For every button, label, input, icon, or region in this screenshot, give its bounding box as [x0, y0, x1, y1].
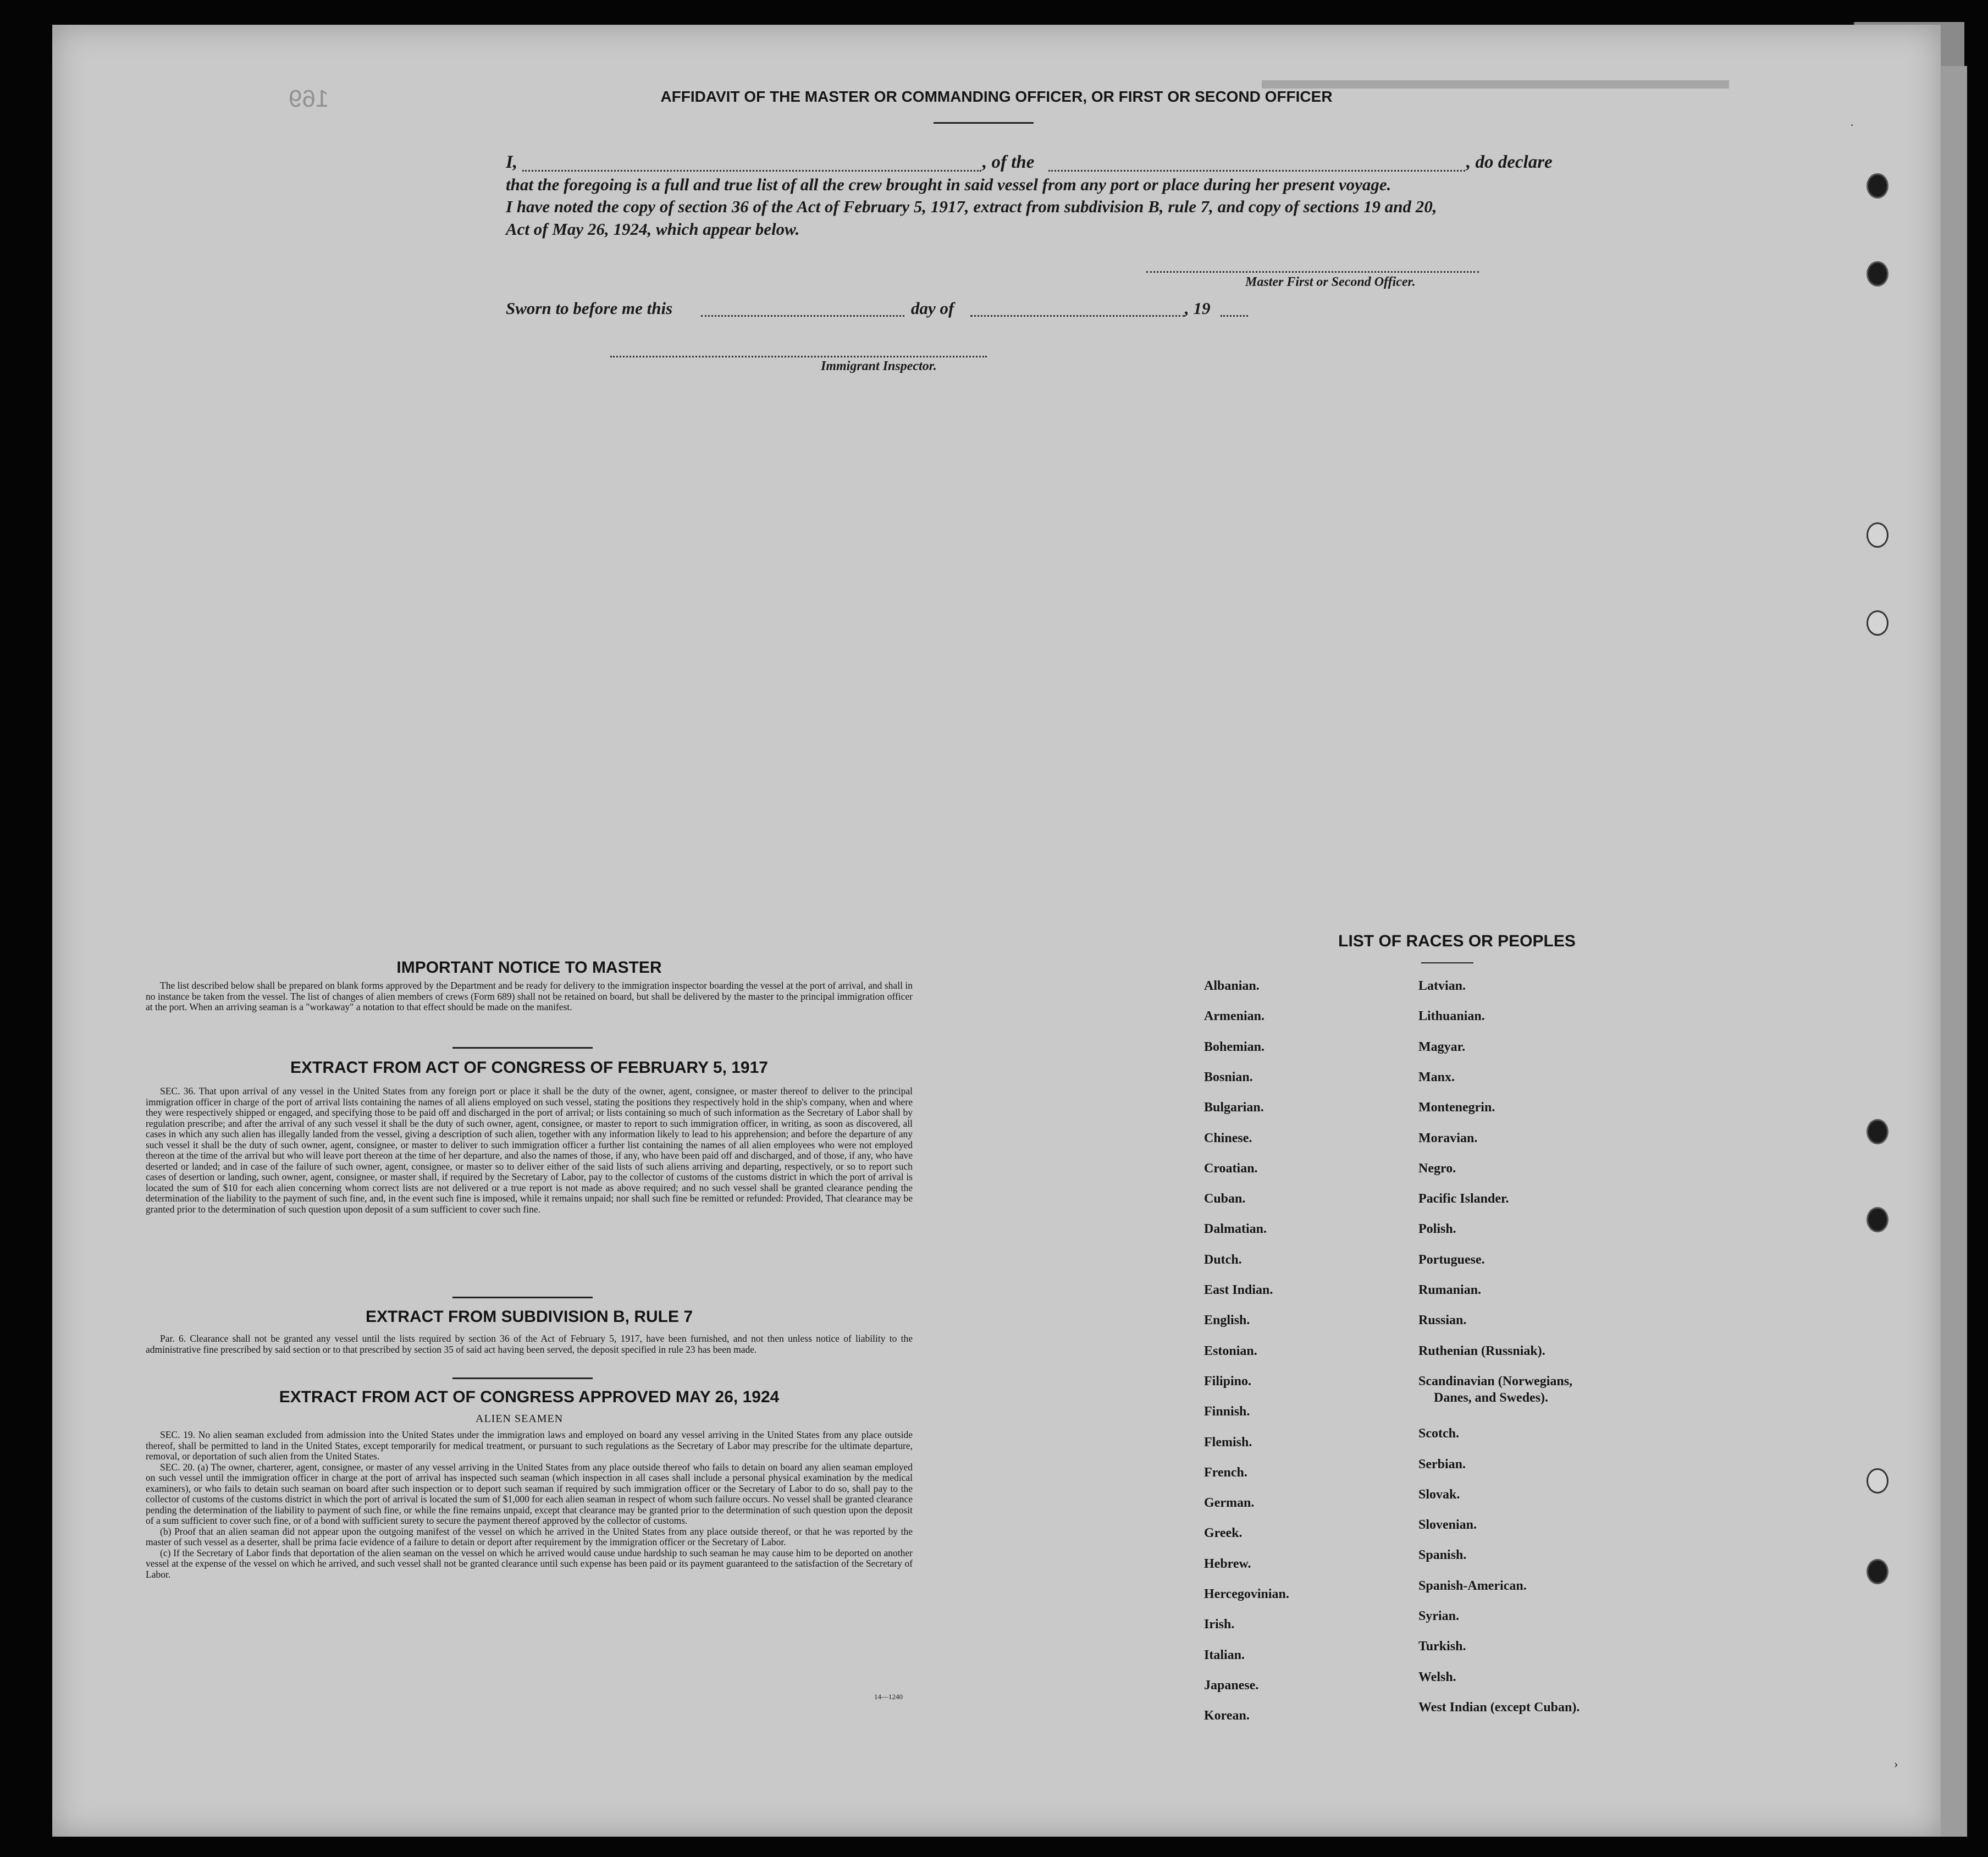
race-item: Turkish. — [1418, 1639, 1466, 1654]
race-item: Italian. — [1204, 1647, 1245, 1662]
race-item: English. — [1204, 1313, 1250, 1328]
race-item: Spanish-American. — [1418, 1578, 1527, 1593]
extract-1917-title: EXTRACT FROM ACT OF CONGRESS OF FEBRUARY 5, 1917 — [290, 1059, 768, 1077]
race-item: Polish. — [1418, 1222, 1456, 1237]
race-item: Cuban. — [1204, 1192, 1246, 1206]
sec-20a-text: SEC. 20. (a) The owner, charterer, agent, consignee, or master of any vessel arriving in the United States from any place outside thereof who fails to detain on board any alien seaman employed on such vessel until the immigration officer in charge at the port of arrival has inspected such seaman (which inspection in all cases shall include a personal physical examination by the medical examiners), or who fails to detain such seaman on board after such inspection or to deport such seaman if required by such immigration officer or the Secretary of Labor to do so, shall pay to the collector of customs of the customs district in which the port of arrival is located the sum of $1,000 for each alien seaman in respect of whom such failure occurs. No vessel shall be granted clearance pending the determination of the liability to payment of such fine, or while the fine remains unpaid, except that clearance may be granted prior to the determination of such question upon the deposit of a sum sufficient to cover such fine, or of a bond with sufficient surety to secure the payment thereof approved by the collector of customs. — [146, 1461, 913, 1526]
race-item: Filipino. — [1204, 1374, 1252, 1388]
race-item: Spanish. — [1418, 1548, 1467, 1563]
bleed-through: ▬▬▬▬▬▬▬▬▬▬▬▬▬▬▬▬▬ — [1262, 64, 1729, 95]
binder-hole-icon — [1866, 610, 1888, 636]
race-item: Rumanian. — [1418, 1283, 1482, 1297]
race-item: Syrian. — [1418, 1609, 1460, 1623]
race-item: Korean. — [1204, 1709, 1250, 1723]
race-item: Armenian. — [1204, 1009, 1264, 1024]
extract-1917-text: SEC. 36. That upon arrival of any vessel in the United States from any foreign port or place it shall be the duty of the owner, agent, consignee, or master thereof to deliver to the principal immigration officer in charge of the port of arrival lists containing the names of all aliens employed on such vessel, stating the positions they respectively hold in the ship's company, when and where they were respectively shipped or engaged, and specifying those to be paid off and discharged in the port of arrival; or lists containing so much of such information as the Secretary of Labor shall by regulation prescribe; and after the arrival of any such vessel it shall be the duty of such owner, agent, consignee, or master to report to such immigration officer, in writing, as soon as discovered, all cases in which any such alien has illegally landed from the vessel, giving a description of such alien, together with any information likely to lead to his apprehension; and before the departure of any such vessel it shall be the duty of such owner, agent, consignee, or master to deliver to such immigration officer a further list containing the names of all alien employees who were not employed thereon at the time of the arrival but who will leave port thereon at the time of her departure, and also the names of those, if any, who have been paid off and discharged, and of those, if any, who have deserted or landed; and in case of the failure of such owner, agent, consignee, or master so to deliver either of the said lists of such aliens arriving and departing, respectively, or so to report such cases of desertion or landing, such owner, agent, consignee, or master shall, if required by the Secretary of Labor, pay to the collector of customs of the customs district in which the port of arrival is located the sum of $10 for each alien concerning whom correct lists are not delivered or a true report is not made as above required; and no such vessel shall be granted clearance pending the determination of the liability to the payment of such fine, and, in the event such fine is imposed, while it remains unpaid; nor shall such fine be remitted or refunded: Provided, That clearance may be granted prior to the determination of such question upon deposit of a sum sufficient to cover such fine. — [146, 1085, 913, 1215]
race-item: Albanian. — [1204, 979, 1260, 993]
inspector-caption: Immigrant Inspector. — [821, 359, 937, 373]
race-item: Estonian. — [1204, 1343, 1257, 1358]
day-of-label: day of — [911, 299, 954, 318]
race-item: Moravian. — [1418, 1131, 1478, 1145]
race-item: Bosnian. — [1204, 1070, 1253, 1084]
paper-mark: · — [1850, 118, 1854, 132]
binder-hole-icon — [1866, 1207, 1888, 1232]
notice-text: The list described below shall be prepared on blank forms approved by the Department and be ready for delivery to the immigration inspector boarding the vessel at the port of arrival, and shall in no instance be taken from the vessel. The list of changes of alien members of crews (Form 689) shall not be retained on board, but shall be delivered by the master to the principal immigration officer at the port. When an arriving seaman is a "workaway" a notation to that effect should be made on the manifest. — [146, 980, 913, 1012]
race-item: West Indian (except Cuban). — [1418, 1700, 1580, 1715]
sec-20c-text: (c) If the Secretary of Labor finds that deportation of the alien seaman on the vessel on which he arrived would cause undue hardship to such seaman he may cause him to be deported on another vessel at the expense of the vessel on which he arrived, and such vessel shall not be granted clearance until such expense has been paid or its payment guaranteed to the satisfaction of the Secretary of Labor. — [146, 1547, 913, 1580]
affidavit-i: I, — [506, 152, 518, 172]
sworn-year-field[interactable] — [1221, 315, 1248, 317]
binder-hole-icon — [1866, 1119, 1888, 1144]
race-item: Japanese. — [1204, 1678, 1259, 1693]
sec-20b-text: (b) Proof that an alien seaman did not appear upon the outgoing manifest of the vessel on which he arrived in the United States from any place outside thereof, or that he was reported by the master of such vessel as a deserter, shall be prima facie evidence of a failure to detain or deport after requirement by the immigration officer or the Secretary of Labor. — [146, 1525, 913, 1547]
race-item: Pacific Islander. — [1418, 1192, 1509, 1206]
affidavit-title-rule — [934, 122, 1034, 124]
master-name-field[interactable] — [522, 170, 981, 172]
race-item: Bohemian. — [1204, 1039, 1265, 1054]
race-item: Lithuanian. — [1418, 1009, 1485, 1024]
race-item: Serbian. — [1418, 1457, 1466, 1472]
race-item: Ruthenian (Russniak). — [1418, 1343, 1545, 1358]
race-item: Flemish. — [1204, 1435, 1252, 1450]
race-item: Hebrew. — [1204, 1556, 1251, 1571]
sworn-day-field[interactable] — [701, 315, 904, 317]
document-sheet — [52, 25, 1941, 1837]
sworn-label: Sworn to before me this — [506, 299, 673, 318]
race-item: Manx. — [1418, 1070, 1455, 1084]
race-item: Slovenian. — [1418, 1518, 1477, 1533]
race-item: Welsh. — [1418, 1669, 1456, 1684]
affidavit-do-declare: , do declare — [1466, 152, 1553, 172]
binder-hole-icon — [1866, 522, 1888, 548]
races-title: LIST OF RACES OR PEOPLES — [1338, 932, 1576, 950]
affidavit-line-2: that the foregoing is a full and true list of all the crew brought in said vessel from any port or place during her present voyage. — [506, 175, 1391, 194]
paper-mark-2: › — [1894, 1757, 1898, 1771]
race-item: Latvian. — [1418, 979, 1466, 993]
binder-hole-icon — [1866, 1468, 1888, 1494]
affidavit-line-4: Act of May 26, 1924, which appear below. — [506, 219, 800, 239]
binder-hole-icon — [1866, 1559, 1888, 1584]
signature-caption: Master First or Second Officer. — [1245, 275, 1416, 289]
race-item: French. — [1204, 1465, 1247, 1480]
extract-1924-title: EXTRACT FROM ACT OF CONGRESS APPROVED MAY 26, 1924 — [279, 1388, 780, 1406]
race-item: Croatian. — [1204, 1161, 1258, 1176]
race-item: Magyar. — [1418, 1039, 1466, 1054]
race-item: East Indian. — [1204, 1283, 1273, 1297]
race-item: Dalmatian. — [1204, 1222, 1267, 1237]
sworn-month-field[interactable] — [970, 315, 1185, 317]
binder-hole-icon — [1866, 261, 1888, 286]
race-item: Slovak. — [1418, 1487, 1460, 1502]
extract-rule7-rule — [452, 1377, 593, 1379]
race-item: Montenegrin. — [1418, 1100, 1495, 1115]
affidavit-line-3: I have noted the copy of section 36 of the Act of February 5, 1917, extract from subdivision B, rule 7, and copy of sections 19 and 20, — [506, 197, 1437, 216]
sec-19-text: SEC. 19. No alien seaman excluded from admission into the United States under the immigration laws and employed on board any vessel arriving in the United States from any place outside thereof, shall be permitted to land in the United States, except temporarily for medical treatment, or pursuant to such regulations as the Secretary of Labor may prescribe for the ultimate departure, removal, or deportation of such alien from the United States. — [146, 1429, 913, 1462]
race-item: Negro. — [1418, 1161, 1456, 1176]
race-item: Danes, and Swedes). — [1434, 1390, 1549, 1405]
extract-1924-text — [146, 1430, 913, 1580]
year-label: , 19 — [1185, 299, 1211, 318]
page-number: 169 — [289, 85, 329, 112]
inspector-signature-field[interactable] — [610, 356, 987, 357]
extract-rule7-text: Par. 6. Clearance shall not be granted any vessel until the lists required by section 36 of the Act of February 5, 1917, have been furnished, and not then unless notice of liability to the administrative fine prescribed by said section or to that prescribed by section 35 of said act having been served, the deposit specified in rule 23 has been made. — [146, 1333, 913, 1355]
race-item: Chinese. — [1204, 1131, 1252, 1145]
race-item: Scotch. — [1418, 1426, 1459, 1441]
binder-hole-icon — [1866, 173, 1888, 199]
race-item: German. — [1204, 1496, 1255, 1511]
extract-1924-subtitle: ALIEN SEAMEN — [476, 1413, 564, 1425]
officer-signature-field[interactable] — [1146, 271, 1479, 273]
race-item: Hercegovinian. — [1204, 1587, 1289, 1601]
vessel-name-field[interactable] — [1048, 170, 1465, 172]
race-item: Finnish. — [1204, 1404, 1250, 1419]
affidavit-of-the: , of the — [982, 152, 1035, 172]
extract-rule7-title: EXTRACT FROM SUBDIVISION B, RULE 7 — [365, 1308, 693, 1326]
extract-1917-rule — [452, 1297, 593, 1298]
notice-title: IMPORTANT NOTICE TO MASTER — [396, 958, 662, 977]
race-item: Russian. — [1418, 1313, 1467, 1328]
race-item: Scandinavian (Norwegians, — [1418, 1374, 1573, 1388]
race-item: Bulgarian. — [1204, 1100, 1264, 1115]
race-item: Dutch. — [1204, 1252, 1242, 1267]
affidavit-title: AFFIDAVIT OF THE MASTER OR COMMANDING OFFICER, OR FIRST OR SECOND OFFICER — [660, 88, 1333, 105]
races-title-rule — [1421, 962, 1473, 963]
notice-rule — [452, 1047, 593, 1049]
form-number: 14—1240 — [874, 1693, 903, 1701]
race-item: Portuguese. — [1418, 1252, 1485, 1267]
race-item: Irish. — [1204, 1617, 1235, 1632]
race-item: Greek. — [1204, 1526, 1242, 1541]
